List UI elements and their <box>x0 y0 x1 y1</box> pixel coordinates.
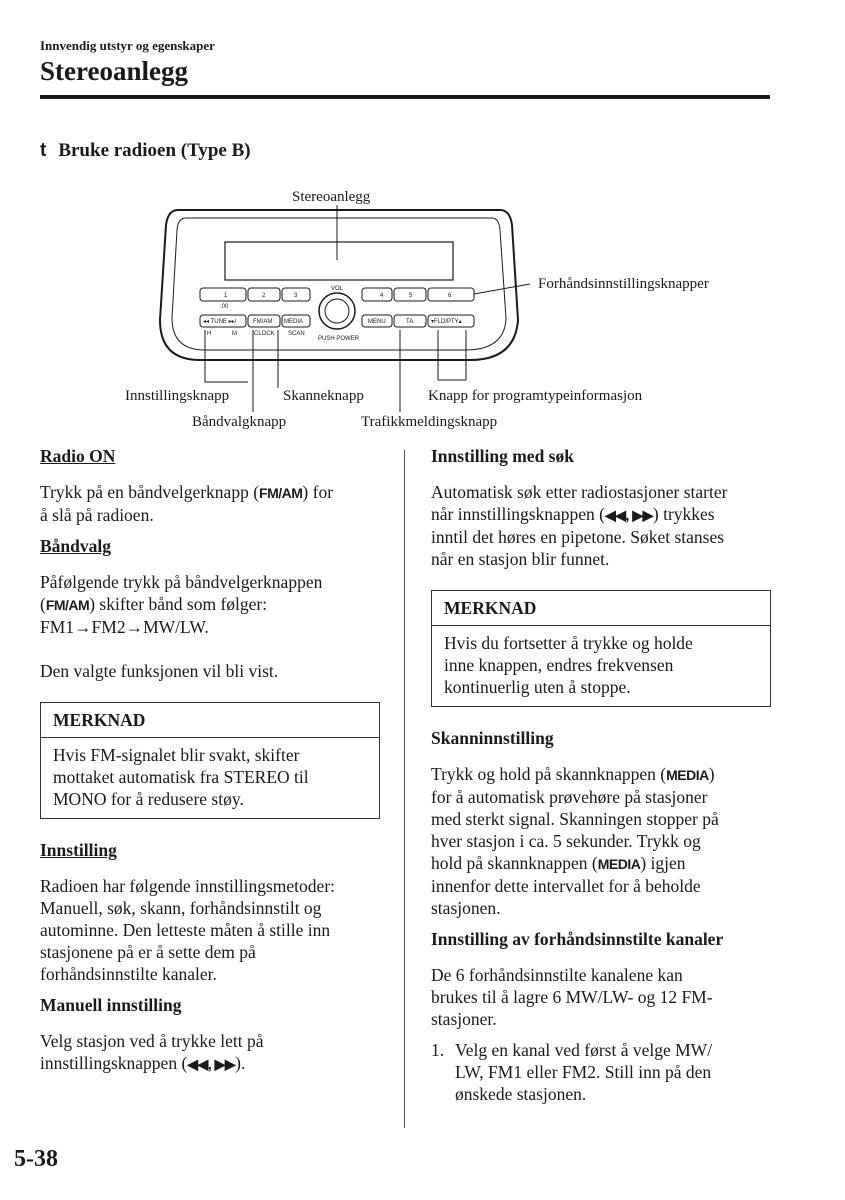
preset-btn-6-label: 6 <box>448 293 452 299</box>
vol-label: VOL <box>331 286 344 292</box>
ta-btn-label: TA <box>406 319 414 325</box>
note-box-seek: MERKNAD Hvis du fortsetter å trykke og holde inne knappen, endres frekvensen kontinuerlig uten å stoppe. <box>431 590 771 707</box>
seek-buttons-glyph: ◀◀, ▶▶ <box>187 1056 236 1072</box>
push-power-label: PUSH POWER <box>318 336 360 342</box>
unit-display <box>225 242 453 280</box>
step-list-item: 1. Velg en kanal ved først å velge MW/ LW, FM1 eller FM2. Still inn på den ønskede stasjonen. <box>431 1040 713 1104</box>
volume-knob-inner <box>325 299 349 323</box>
column-divider <box>404 450 405 1128</box>
manual-heading: Manuell innstilling <box>40 995 182 1015</box>
tune-btn-label: ◂◂ TUNE ▸▸/ <box>203 319 237 325</box>
right-column: Innstilling med søk Automatisk søk etter radiostasjoner starter når innstillingsknappen (◀◀, ▶▶) trykkes inntil det høres en pipetone. Søket stanses når en stasjon blir funnet. MERKNAD Hvis du fortsetter å trykke og holde inne knappen, endres frekvensen kontinuerlig uten å stoppe. Skanninnstilling Trykk og hold på skannknappen (MEDIA) for å automatisk prøvehøre på stasjoner med sterkt signal. Skanningen stopper på hver stasjon i ca. 5 sekunder. Trykk og hold på skannknappen (MEDIA) igjen innenfor dette intervallet for å beholde stasjonen. Innstilling av forhåndsinnstilte kanaler De 6 forhåndsinnstilte kanalene kan brukes til å lagre 6 MW/LW- og 12 FM- stasjoner. 1. Velg en kanal ved først å velge MW/ LW, FM1 eller FM2. Still inn på den ønskede stasjonen. <box>431 445 771 1105</box>
note-heading: MERKNAD <box>41 703 379 738</box>
label-tuning: Innstillingsknapp <box>125 388 230 404</box>
chapter-kicker: Innvendig utstyr og egenskaper <box>40 38 215 53</box>
media-button-glyph: MEDIA <box>597 856 641 872</box>
title-rule <box>40 95 770 99</box>
radio-on-heading: Radio ON <box>40 446 116 466</box>
radio-unit-diagram <box>0 180 845 440</box>
fmam-button-glyph: FM/AM <box>259 485 303 501</box>
fmam-button-glyph: FM/AM <box>45 597 90 613</box>
media-button-glyph: MEDIA <box>666 767 709 783</box>
preset-sub-label: :00 <box>220 304 229 310</box>
step-number: 1. <box>431 1040 445 1060</box>
left-column: Radio ON Trykk på en båndvelgerknapp (FM/AM) for å slå på radioen. Båndvalg Påfølgende trykk på båndvelgerknappen (FM/AM) skifter bånd som følger: FM1→FM2→MW/LW. Den valgte funksjonen vil bli vist. MERKNAD Hvis FM-signalet blir svakt, skifter mottaket automatisk fra STEREO til MONO for å redusere støy. Innstilling Radioen har følgende innstillingsmetoder: Manuell, søk, skann, forhåndsinnstilt og autominne. Den letteste måten å stille inn stasjonene på er å sette dem på forhåndsinnstilte kanaler. Manuell innstilling Velg stasjon ved å trykke lett på innstillingsknappen (◀◀, ▶▶). <box>40 445 380 1075</box>
page-title: Stereoanlegg <box>40 56 188 86</box>
label-stereo: Stereoanlegg <box>292 189 371 205</box>
preset-btn-2-label: 2 <box>262 293 266 299</box>
fld-pty-btn-label: ▾FLD/PTY▴ <box>431 319 462 325</box>
band-heading: Båndvalg <box>40 536 111 556</box>
note-box-fm: MERKNAD Hvis FM-signalet blir svakt, skifter mottaket automatisk fra STEREO til MONO for å redusere støy. <box>40 702 380 819</box>
tune-m-label: M <box>232 331 237 337</box>
section-heading <box>40 140 251 162</box>
label-pty: Knapp for programtypeinformasjon <box>428 388 643 404</box>
label-scan: Skanneknapp <box>283 388 364 404</box>
preset-btn-3-label: 3 <box>294 293 298 299</box>
menu-btn-label: MENU <box>368 319 386 325</box>
media-btn-label: MEDIA <box>284 319 304 325</box>
preset-btn-4 <box>362 288 392 301</box>
preset-btn-5-label: 5 <box>409 293 413 299</box>
clock-label: CLOCK <box>254 331 275 337</box>
seek-heading: Innstilling med søk <box>431 446 574 466</box>
radio-on-text: Trykk på en båndvelgerknapp (FM/AM) for <box>40 482 334 502</box>
page-number: 5-38 <box>14 1146 58 1172</box>
section-bullet: t <box>40 140 47 161</box>
scan-sub-label: SCAN <box>288 331 305 337</box>
tune-h-label: H <box>207 331 212 337</box>
preset-heading: Innstilling av forhåndsinnstilte kanaler <box>431 929 724 949</box>
preset-btn-1 <box>200 288 246 301</box>
preset-btn-4-label: 4 <box>380 293 384 299</box>
preset-btn-1-label: 1 <box>224 293 228 299</box>
fmam-btn-label: FM/AM <box>253 319 273 325</box>
scan-heading: Skanninnstilling <box>431 728 554 748</box>
section-title: Bruke radioen (Type B) <box>58 140 251 161</box>
label-band: Båndvalgknapp <box>192 414 287 430</box>
seek-buttons-glyph: ◀◀, ▶▶ <box>605 507 653 523</box>
label-preset: Forhåndsinnstillingsknapper <box>538 276 709 292</box>
tuning-heading: Innstilling <box>40 840 117 860</box>
note-heading: MERKNAD <box>432 591 770 626</box>
label-traffic: Trafikkmeldingsknapp <box>361 414 498 430</box>
